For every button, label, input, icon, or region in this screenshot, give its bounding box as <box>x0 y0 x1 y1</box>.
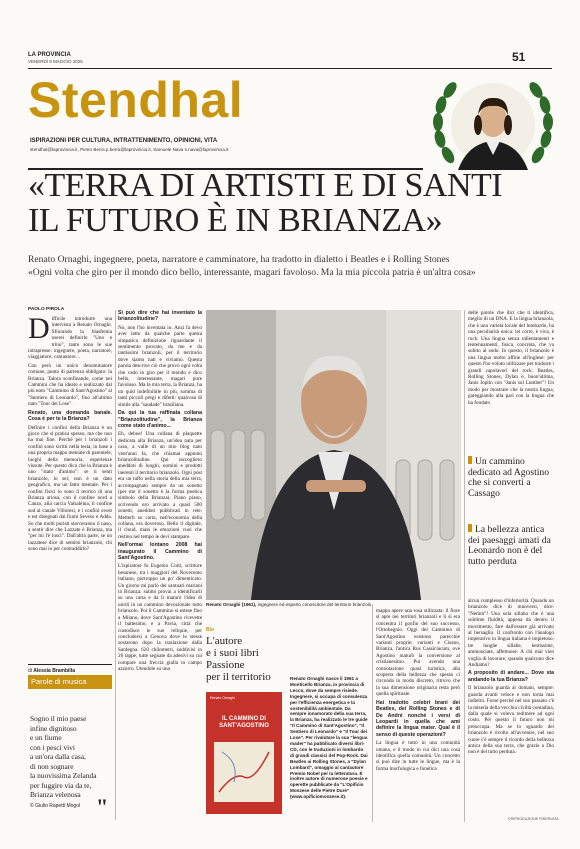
bio-text: Renato Ornaghi nasce il 1961 a Monticello Brianza, in provincia di Lecco, dove da sempre risiede. Ingegnere, si occupa di consulenza per l'efficienza energetica e la sostenibilità ambientale. Da sempre innamorato della sua terra, la Brianza, ha realizzato le tre guide "Il Cammino di Sant'Agostino", "Il Sentiero di Leonardo" e "Il Tour dei Lose". Per rivalutare la sua "lengua mader" ha pubblicato diversi libri-CD, con le traduzioni in lombardo di grandi classici del Pop-Rock. Dai Beatles ai Rolling Stones, a "Dylan Lombard", omaggio al cantautore Premio Nobel per la letteratura. È inoltre autore di numerose poesie e operette pubblicate da "L'Opificio Monzese delle Pietre Dure" (www.opificiomonzese.it). <box>290 676 368 800</box>
answer-6: La lingua è tutto in una comunità umana, e il modo in cui dici una cosa identifica quella comunità. Un concetto sì può dire in tutte le lingue, ma è la forma morfologica e fonetica <box>376 740 460 772</box>
headline-line-1: «TERRA DI ARTISTI E DI SANTI <box>28 167 503 204</box>
poem-line: infine dignitoso <box>30 723 77 733</box>
answer-3: Eh, deboe! Una collana di plaquette dedicata alla Brianza, un'idea nata per caso, a valle di un mio blog nato vent'anni fa, che chiamai appunto brianzolitudine. Qui raccogliero aneddoti di luoghi, uomini e prodotti inerenti il territorio brianzolo. Ogni post era un tuffo nella storia della mia terra, accompagnato sempre da un sonetto (per me il sonetto è la forma poetica simbolo della Brianza). Piano piano, scrivendo ero arrivato a quasi 500 sonetti, aneddoti pubblicati in rete. Metterli su carta, nell'economia della collana, era doveroso. Bello il digitale, il cloud, mass le emozioni vuoi che restino nel tempo le devi stampare. <box>118 431 202 540</box>
book-cover <box>206 692 282 814</box>
answer-8: Il brianzolo guarda al domani, sempre: guarda avanti veloce e non torna mai indietro. Forse perché nel suo passato c'è la miseria della vecchia civiltà contadina, dalla quale si voleva redimere ad ogni costo. Per questo il futuro non mi preoccupa. Ma se lo sguardo del brianzolo è rivolto all'avvenire, nel suo cuore c'è sempre il ricordo della bellezza antica della sua terra, che grazie a Dio non è del tutto perduta. <box>468 685 554 756</box>
laurel-portrait-icon <box>428 75 558 173</box>
column-divider <box>372 604 373 822</box>
page-number: 51 <box>512 50 526 64</box>
answer-1: Definire i confini della Brianza è un gioco che si pratica spesso, ma che non ha mai fine. Perché per i brianzoli i confini sono scritti nella testa, in base a una propria mappa mentale di parentele, luoghi della memoria, esperienze vissute. Per questo dico che la Brianza è uno "stato d'animo": se ti senti brianzolo, lo sei; non è un dato geografico, ma un fatto mentale. Per i confini fisici io sono il teorico di una Brianza ariosa, con il confine nord a Canzo, alla carcia Valsaleina, il confine sud al canale Villoresi, e i confini ovest e est disegnati dai fiumi Seveso e Adda. So che molti puristi storceranno il naso, a sentir dire che Lazzate è Brianza, ma "per mi l'è inscì". Dall'altra parte, se un lazzatese dice di sentirsi brianzolo, chi sono mai io per contraddirlo? <box>28 424 112 553</box>
column-divider <box>115 310 116 820</box>
section-tagline: ISPIRAZIONI PER CULTURA, INTRATTENIMENTO, OPINIONI, VITA <box>30 138 218 144</box>
col1-paragraph: Con però un unico denominatore comune, punto di partenza obbligato: la Brianza. Talora sconfinando, come nei Cammini che ha ideato e realizzato dal più noto "Cammino di Sant'Agostino" al "Sentiero di Leonardo", fino all'ultimo nato "Tour dei Lose". <box>28 362 112 408</box>
headline-line-2: IL FUTURO È IN BRIANZA» <box>28 202 443 239</box>
book-cover-author: Renato Ornaghi <box>210 696 235 700</box>
poem-line: Brianza velenosa <box>30 790 81 799</box>
photo-caption: Renato Ornaghi (1961), ingegnere ed esperto conoscitore del territorio brianzolo <box>206 602 372 607</box>
headline <box>28 168 558 238</box>
poem-line: di non sognare <box>30 761 74 771</box>
article-column-2 <box>118 310 202 820</box>
question-6: A proposito di andare... Dove sta andando la tua Brianza? <box>468 670 554 683</box>
dropcap: D <box>28 316 50 345</box>
answer-2: No, non l'ho inventata io. Anzi fa devo aver letto da qualche parte questa simpatica definizione riguardante il sentimento provato, da me e da tantissimi brianzoli, per il territorio dove siamo nati e viviamo. Questa parola descrive ciò che provo ogni volta che vado in giro per il mondo e dico bello, interessante, magari pure favoloso. Ma la mia terra, la Brianza, ha un quid indefinibile in più, somma di tanti piccoli pregi e difetti: qualcosa di simile alla "saudade" brasiliana. <box>118 324 202 408</box>
poem-line: con i pesci vivi <box>30 742 75 752</box>
question-3: Da qui la tua raffinata collana "Brianzolitudine", la Brianza come stato d'animo... <box>118 410 202 429</box>
article-column-1 <box>28 316 112 646</box>
poem-line: e un fiume <box>30 733 62 742</box>
answer-7: alcun complesso d'inferiorità. Quando un brianzolo dice di muoversi, dice: "Nemm"! Una sola sillaba che è una sublime fluidità, appena dà dentro il movimento, fare dall'essere già arrivato al bersaglio. Il confronto con l'analogo imperativo in lingua italiana è impietoso: tre lunghe sillabe, lentissime, ammosciate, affettuose. A chi mai vien voglia di lavorare, quando qualcuno dice Andiamo? <box>468 598 554 669</box>
quote-mark-icon: " <box>96 794 109 819</box>
pullquote-1: Un cammino dedicato ad Agostino che si convertì a Cassago <box>468 456 549 499</box>
poem-author: di Alessia Brambilla <box>28 668 75 674</box>
byline: PAOLO PIROLA <box>28 307 65 312</box>
question-5: Hai tradotto celebri brani dei Beatles, dei Rolling Stones e di De André nonché i versi di Leopardi in quella che ami definire la lingua mater. Qual è il senso di queste operazioni? <box>376 699 460 738</box>
newspaper-name: LA PROVINCIA <box>28 52 71 58</box>
portrait-photo <box>206 310 461 600</box>
section-title: Stendhal <box>28 72 244 128</box>
answer-6-cont: delle parole che dici che ti identifica, meglio di un DNA. E la lingua brianzola, che è una varietà locale del lombardo, ha una peculiarità unica: lei corre, è viva, è rock. Una lingua senza rallentamenti e tentennamenti, fisica, concreta, che va subito al sodo. In questo, il brianzolo è una lingua molto affine all'inglese: per questo l'ho voluto utilizzare per tradurre i grandi capolavori del rock: Beatles, Rolling Stones, Dylan e, buon'ultima, Janis Joplin con "Janis sul Lumber"! Un modo per mostrare che la nostra lingua, gareggiando alla pari con la lingua che ha fondato <box>468 310 554 406</box>
poem-credit: © Giulio Rapetti Mogol <box>30 803 81 809</box>
answer-4: L'ispiratore fu Eugenio Corti, scrittore besanese, tra i maggiori del Novecento italiano, purtroppo un po' dimenticato. Un giorno mi parlò dei santuari mariani in Brianza: subito provai a identificarli su una carta e da lì maturò l'idea di unirli in un cammino devozionale tutto brianzolo. Poi il Cammino si estese fino a Milano, dove Sant'Agostino ricevette il battesimo, e a Pavia, città che custodisce le sue reliquie, per concludersi a Genova dove le stesse sostarono dopo la traslazione dalla Sardegna. 620 chilometri, suddivisi in 26 tappe, tutte segnate da adesivi su cui compare una freccia gialla in campo azzurro. Utendole su una <box>118 563 202 672</box>
answer-5: mappa apere una rosa stilizzata: il fiore si apre nei territori brianzoli e lì si era concentra il gonfio del suo successo, l'Ortobegnio. Oggi del Cammino di Sant'Agostino esistono parecchie varianti proprie; varianti e Cisano, Brianza, l'antica Rus Cassiciacum, ove Agostino maturò la conversione al cristianesimo. Pur avendo una connotazione quasi turistica, alla scoperta della bellezza che spesso ci circonda in modo discreto, ritrovo che la sua dimensione originaria resta però quella spirituale. <box>376 608 460 698</box>
subhead-line-1: Renato Ornaghi, ingegnere, poeta, narratore e camminatore, ha tradotto in dialetto i Beatles e i Rolling Stones <box>28 254 450 265</box>
poem-rule <box>28 664 112 665</box>
photo-image <box>206 310 461 600</box>
stendhal-portrait <box>428 75 558 173</box>
bio-tag: Bio <box>206 627 215 633</box>
poem-line: a un'ora dalla casa, <box>30 752 86 761</box>
map-illustration-icon <box>214 742 274 802</box>
poem-body <box>30 714 114 800</box>
poem-line: la nuovissima Zelanda <box>30 771 97 780</box>
book-cover-title: IL CAMMINO DI SANT'AGOSTINO <box>219 716 269 729</box>
bio-heading: L'autore e i suoi libri Passione per il territorio <box>206 635 271 683</box>
subhead <box>28 253 558 279</box>
poem-line: per fuggire via da te, <box>30 780 92 790</box>
question-1: Renato, una domanda banale. Cosa è per te la Brianza? <box>28 409 112 423</box>
article-column-3 <box>376 608 460 822</box>
intro-paragraph: ifficile introdurre una intervista a Renato Ornaghi. Sfiorando la blasfemia oserei definirlo "Uno e trino", tanto sono le sue intrapresse: ingegnere, poeta, narratore, viaggiatore, cantautore… <box>28 316 112 361</box>
copyright-notice: ©RIPRODUZIONE RISERVATA <box>508 817 559 821</box>
pullquote-2: La bellezza antica dei paesaggi amati da Leonardo non è del tutto perduta <box>468 524 551 567</box>
bullet-icon <box>468 456 472 464</box>
poem-title: Parole di musica <box>28 675 112 689</box>
subhead-line-2: «Ogni volta che giro per il mondo dico bello, interessante, magari favoloso. Ma la mia piccola patria è un'altra cosa» <box>28 267 476 278</box>
poem-line: Sogno il mio paese <box>30 714 87 723</box>
copyright-circle-icon: © <box>30 803 34 809</box>
header-rule <box>28 68 552 69</box>
article-column-4-bottom <box>468 598 554 818</box>
article-column-4 <box>468 310 554 452</box>
issue-date: VENERDÌ 9 MAGGIO 2025 <box>28 59 83 64</box>
bullet-icon <box>468 524 472 532</box>
section-contacts: stendhal@laprovincia.it, Pietro Berra p.berra@laprovincia.it, Samuele Nava s.nava@laprovincia.it <box>30 147 229 152</box>
question-2: Si può dire che hai inventato la brianzolitudine? <box>118 310 202 323</box>
column-divider <box>464 310 465 822</box>
question-4: Nell'ormai lontano 2008 hai inaugurato il Cammino di Sant'Agostino. <box>118 542 202 562</box>
